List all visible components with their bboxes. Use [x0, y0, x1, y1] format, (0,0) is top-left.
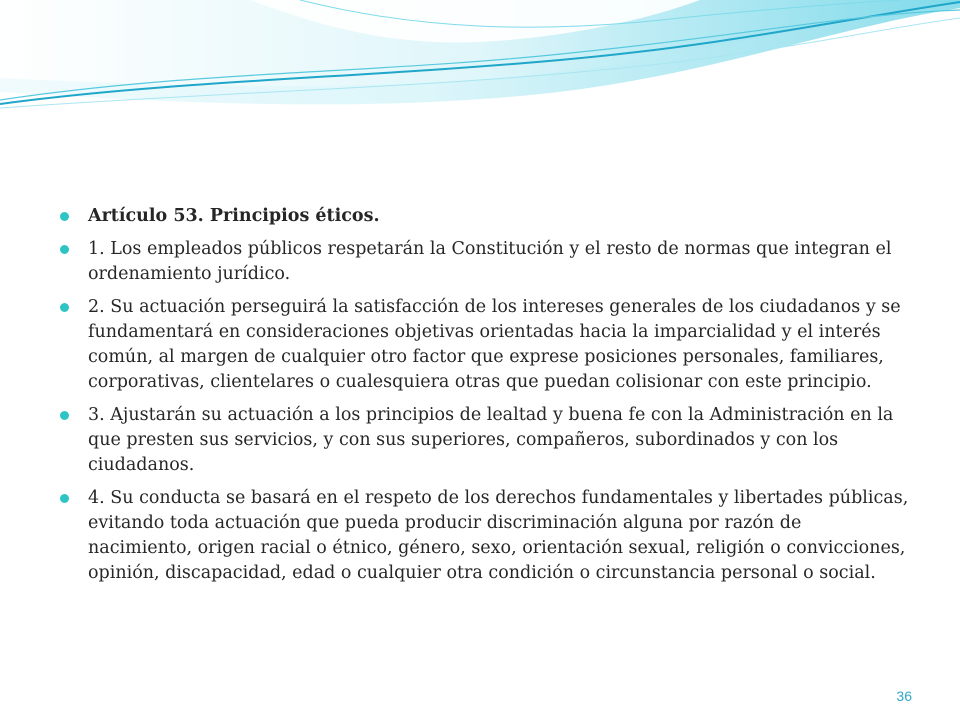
bullet-dot-icon: [60, 303, 69, 312]
bullet-text-1: 1. Los empleados públicos respetarán la Constitución y el resto de normas que integran el ordenamiento jurídico.: [88, 239, 892, 284]
page-number: 36: [896, 688, 912, 704]
bullet-item-4: [60, 486, 910, 586]
article-heading: Artículo 53. Principios éticos.: [88, 206, 380, 226]
bullet-item-2: [60, 295, 910, 395]
bullet-item-3: [60, 403, 910, 478]
bullet-text-3: 3. Ajustarán su actuación a los principios de lealtad y buena fe con la Administración en la que presten sus servicios, y con sus superiores, compañeros, subordinados y con los ciudadanos.: [88, 405, 894, 475]
bullet-dot-icon: [60, 411, 69, 420]
bullet-dot-icon: [60, 212, 69, 221]
bullet-item-1: [60, 237, 910, 287]
bullet-dot-icon: [60, 245, 69, 254]
bullet-item-heading: [60, 204, 910, 229]
bullet-text-2: 2. Su actuación perseguirá la satisfacción de los intereses generales de los ciudadanos y se fundamentará en consideraciones objetivas orientadas hacia la imparcialidad y el interés común, al margen de cualquier otro factor que exprese posiciones personales, familiares, corporativas, clientelares o cualesquiera otras que puedan colisionar con este principio.: [88, 297, 901, 392]
bullet-list: [60, 204, 910, 594]
bullet-dot-icon: [60, 494, 69, 503]
header-wave-decoration: [0, 0, 960, 130]
bullet-text-4: 4. Su conducta se basará en el respeto de los derechos fundamentales y libertades públicas, evitando toda actuación que pueda producir discriminación alguna por razón de nacimiento, origen racial o étnico, género, sexo, orientación sexual, religión o convicciones, opinión, discapacidad, edad o cualquier otra condición o circunstancia personal o social.: [88, 488, 909, 583]
